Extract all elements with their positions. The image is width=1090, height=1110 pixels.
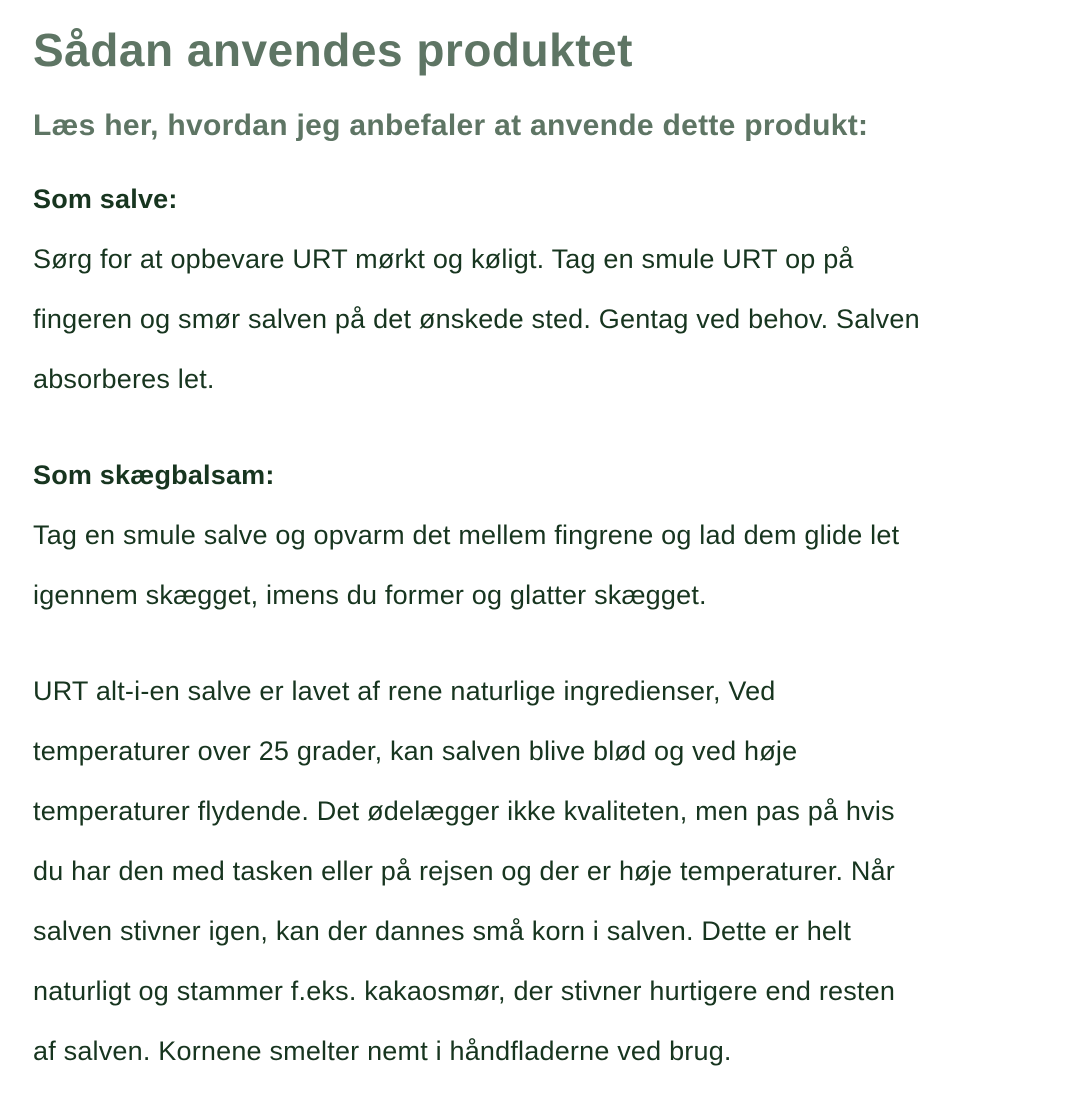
product-usage-section	[33, 24, 1050, 1081]
section-salve	[33, 169, 1050, 409]
section-skaegbalsam	[33, 445, 1050, 625]
storage-note-paragraph	[33, 661, 1050, 1081]
section-label-salve: Som salve:	[33, 184, 178, 214]
text-line: Sørg for at opbevare URT mørkt og køligt. Tag en smule URT op på	[33, 244, 854, 274]
text-line: URT alt-i-en salve er lavet af rene naturlige ingredienser, Ved	[33, 676, 776, 706]
page-title: Sådan anvendes produktet	[33, 24, 633, 76]
text-line: absorberes let.	[33, 364, 215, 394]
text-line: du har den med tasken eller på rejsen og der er høje temperaturer. Når	[33, 856, 895, 886]
text-line: igennem skægget, imens du former og glatter skægget.	[33, 580, 707, 610]
text-line: temperaturer over 25 grader, kan salven blive blød og ved høje	[33, 736, 798, 766]
text-line: Tag en smule salve og opvarm det mellem fingrene og lad dem glide let	[33, 520, 900, 550]
text-line: naturligt og stammer f.eks. kakaosmør, der stivner hurtigere end resten	[33, 976, 896, 1006]
text-line: temperaturer flydende. Det ødelægger ikke kvaliteten, men pas på hvis	[33, 796, 895, 826]
text-line: af salven. Kornene smelter nemt i håndfladerne ved brug.	[33, 1036, 732, 1066]
text-line: salven stivner igen, kan der dannes små korn i salven. Dette er helt	[33, 916, 852, 946]
text-line: fingeren og smør salven på det ønskede sted. Gentag ved behov. Salven	[33, 304, 920, 334]
intro-subheading: Læs her, hvordan jeg anbefaler at anvende dette produkt:	[33, 109, 869, 142]
section-label-skaegbalsam: Som skægbalsam:	[33, 460, 275, 490]
